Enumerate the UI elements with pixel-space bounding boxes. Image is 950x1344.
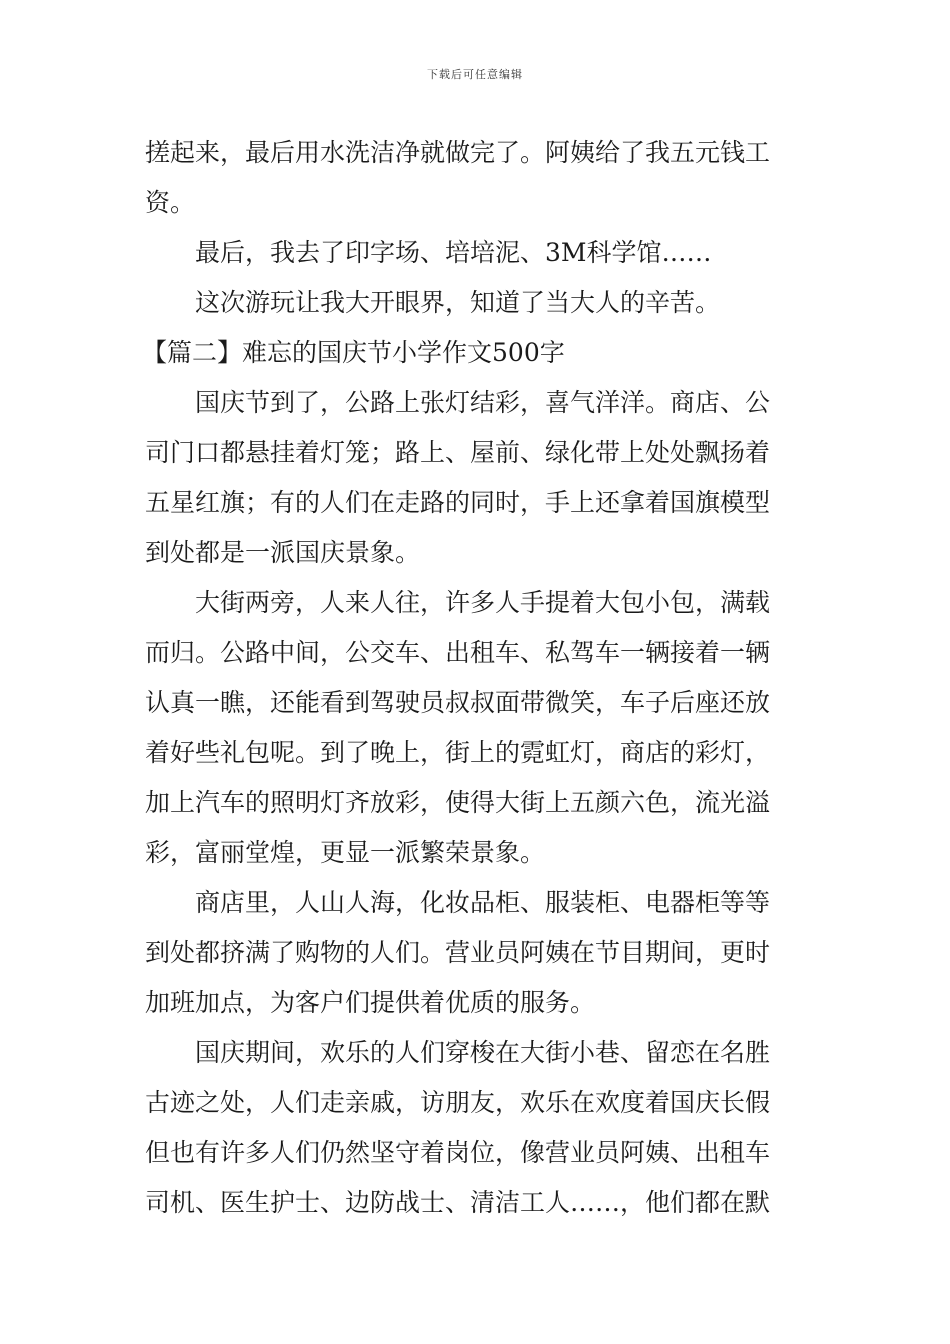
section-title: 【篇二】难忘的国庆节小学作文500字 (142, 338, 565, 367)
text-line: 这次游玩让我大开眼界，知道了当大人的辛苦。 (195, 288, 721, 317)
text-line: 但也有许多人们仍然坚守着岗位，像营业员阿姨、出租车 (145, 1138, 771, 1167)
text-line: 最后，我去了印字场、培培泥、3M科学馆…… (195, 238, 712, 267)
text-line: 国庆节到了，公路上张灯结彩，喜气洋洋。商店、公 (195, 388, 771, 417)
text-line: 着好些礼包呢。到了晚上，街上的霓虹灯，商店的彩灯， (145, 738, 771, 767)
text-line: 大街两旁，人来人往，许多人手提着大包小包，满载 (195, 588, 771, 617)
text-line: 到处都是一派国庆景象。 (145, 538, 421, 567)
page-header: 下载后可任意编辑 (427, 68, 523, 81)
text-line: 到处都挤满了购物的人们。营业员阿姨在节目期间，更时 (145, 938, 771, 967)
text-line: 司机、医生护士、边防战士、清洁工人……，他们都在默 (145, 1188, 771, 1217)
text-line: 司门口都悬挂着灯笼；路上、屋前、绿化带上处处飘扬着 (145, 438, 771, 467)
document-body (142, 128, 815, 1228)
text-line: 古迹之处，人们走亲戚，访朋友，欢乐在欢度着国庆长假 (145, 1088, 771, 1117)
text-line: 国庆期间，欢乐的人们穿梭在大街小巷、留恋在名胜 (195, 1038, 771, 1067)
text-line: 加班加点，为客户们提供着优质的服务。 (145, 988, 596, 1017)
text-line: 搓起来，最后用水洗洁净就做完了。阿姨给了我五元钱工 (145, 138, 771, 167)
text-line: 而归。公路中间，公交车、出租车、私驾车一辆接着一辆 (145, 638, 771, 667)
text-line: 彩，富丽堂煌，更显一派繁荣景象。 (145, 838, 546, 867)
text-line: 五星红旗；有的人们在走路的同时，手上还拿着国旗模型 (145, 488, 771, 517)
text-line: 认真一瞧，还能看到驾驶员叔叔面带微笑，车子后座还放 (145, 688, 771, 717)
text-line: 商店里，人山人海，化妆品柜、服装柜、电器柜等等 (195, 888, 771, 917)
text-line: 资。 (145, 188, 196, 217)
text-line: 加上汽车的照明灯齐放彩，使得大街上五颜六色，流光溢 (145, 788, 771, 817)
